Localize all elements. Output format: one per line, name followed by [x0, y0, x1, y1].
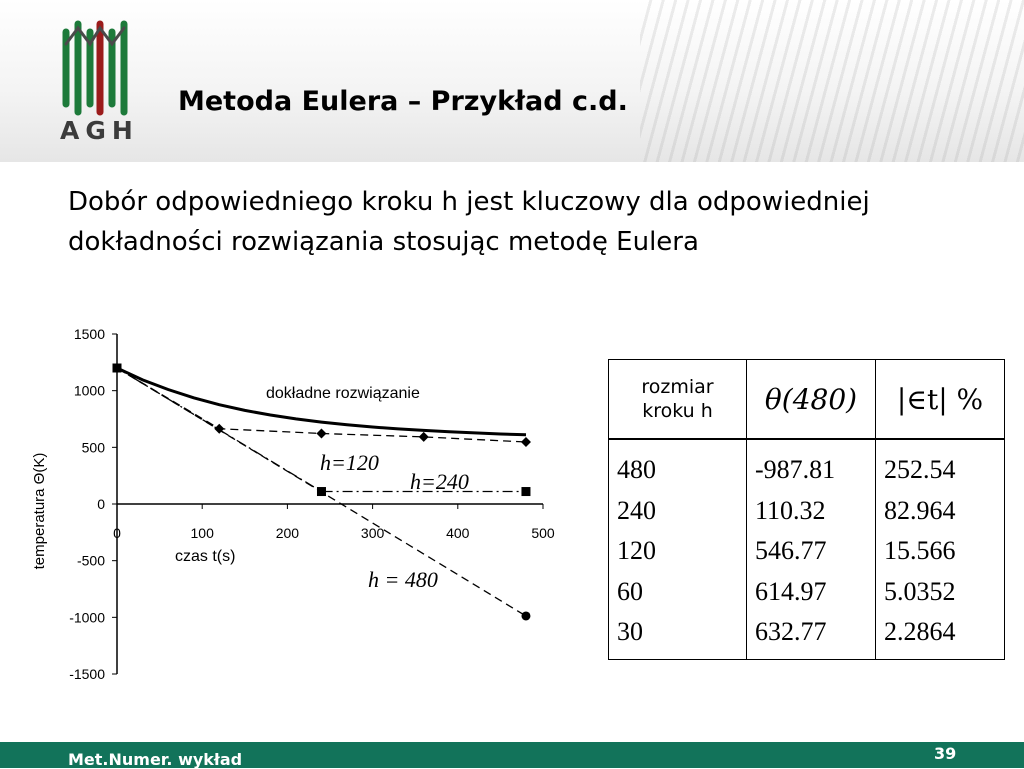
annotation-h240: h=240 [410, 469, 469, 494]
data-point [521, 437, 531, 447]
data-point [521, 487, 530, 496]
table-cell: 480 [617, 455, 656, 484]
header-error-label: |∈t| % [896, 382, 984, 416]
header-theta [747, 360, 876, 440]
results-table [608, 359, 1005, 660]
column-error [876, 439, 1005, 659]
x-tick-label: 100 [190, 525, 214, 541]
table-cell: 60 [617, 576, 643, 606]
table-cell: 240 [617, 495, 656, 525]
table-cell: 546.77 [755, 536, 827, 565]
header-step-size-line1: rozmiar [641, 376, 714, 398]
table-header-row [609, 360, 1005, 440]
logo-text: AGH [60, 116, 139, 145]
table-cell: 30 [617, 617, 643, 646]
euler-chart [30, 318, 590, 698]
x-tick-label: 300 [360, 525, 385, 541]
y-tick-label: 0 [97, 496, 105, 512]
table-cell: 2.2864 [884, 617, 956, 646]
table-cell: 110.32 [755, 495, 826, 525]
x-tick-label: 200 [275, 525, 300, 541]
data-point [113, 364, 122, 373]
data-point [521, 611, 530, 620]
annotation-h480: h = 480 [368, 567, 438, 592]
table-cell: -987.81 [755, 455, 836, 484]
table-cell: 252.54 [884, 455, 956, 484]
header-error [876, 360, 1005, 440]
column-theta [747, 439, 876, 659]
x-tick-label: 0 [113, 525, 121, 541]
table-cell: 614.97 [755, 576, 827, 606]
table-body-row [609, 439, 1005, 659]
x-tick-label: 500 [531, 525, 555, 541]
chart-svg [30, 318, 590, 698]
x-axis-label: czas t(s) [175, 548, 236, 565]
table-cell: 82.964 [884, 495, 956, 525]
page-number: 39 [934, 744, 957, 763]
y-tick-label: 1000 [73, 382, 105, 399]
y-axis-label: temperatura Θ(K) [31, 452, 48, 570]
table-cell: 15.566 [884, 536, 956, 565]
intro-text: Dobór odpowiedniego kroku h jest kluczowy dla odpowiedniej dokładności rozwiązania stosując metodę Eulera [68, 187, 870, 257]
y-tick-label: -500 [76, 552, 105, 569]
header-decoration [640, 0, 1024, 162]
header-theta-label: θ(480) [764, 382, 858, 416]
column-step-size [609, 439, 747, 659]
y-tick-label: -1500 [69, 666, 105, 682]
header-step-size [609, 360, 747, 440]
data-point [419, 432, 429, 442]
data-point [316, 429, 326, 439]
header-step-size-line2: kroku h [642, 400, 713, 422]
table-cell: 632.77 [755, 617, 827, 646]
footer-text: Met.Numer. wykład [68, 750, 243, 769]
page-title: Metoda Eulera – Przykład c.d. [178, 86, 628, 117]
y-tick-label: 1500 [73, 326, 105, 342]
annotation-exact: dokładne rozwiązanie [266, 385, 420, 402]
annotation-h120: h=120 [320, 450, 379, 475]
y-tick-label: 500 [81, 439, 105, 456]
table-cell: 5.0352 [884, 576, 956, 606]
x-tick-label: 400 [446, 525, 470, 541]
table-cell: 120 [617, 536, 656, 565]
y-tick-label: -1000 [69, 609, 105, 626]
